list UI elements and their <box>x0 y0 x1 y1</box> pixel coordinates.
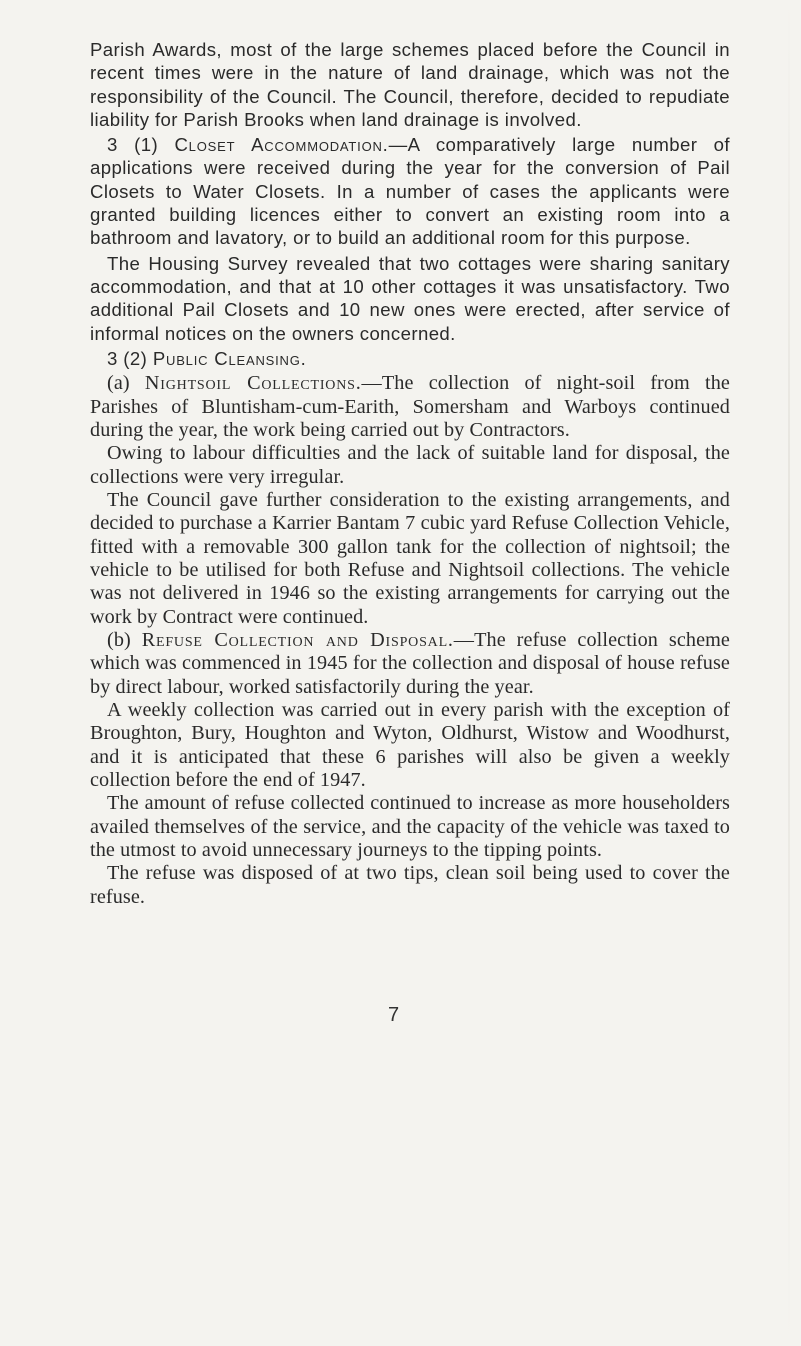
subsection-label: (b) <box>107 628 131 651</box>
section-number: 3 (2) <box>107 347 148 369</box>
subsection-nightsoil-collections <box>90 372 730 442</box>
subsection-title: Nightsoil Collections. <box>144 372 362 395</box>
paragraph-parish-awards: Parish Awards, most of the large schemes placed before the Council in recent times were in the nature of land drainage, which was not the responsibility of the Council. The Council, therefore, decided to repudiate liability for Parish Brooks when land drainage is involved. <box>90 39 730 130</box>
paragraph-refuse-amount: The amount of refuse collected continued to increase as more householders availed themselves of the service, and the capacity of the vehicle was taxed to the utmost to avoid unnecessary journeys to the tipping points. <box>90 792 730 862</box>
paragraph-labour-difficulties: Owing to labour difficulties and the lack of suitable land for disposal, the collections were very irregular. <box>90 442 730 488</box>
section-number: 3 (1) <box>107 134 159 156</box>
section-title: Closet Accommodation. <box>174 134 389 156</box>
paragraph-refuse-disposal: The refuse was disposed of at two tips, clean soil being used to cover the refuse. <box>90 862 730 908</box>
section-body: —A comparatively large number of applications were received during the year for the conversion of Pail Closets to Water Closets. In a number of cases the applicants were granted building licences either to convert an existing room into a bathroom and lavatory, or to build an additional room for this purpose. <box>90 134 730 249</box>
section-title: Public Cleansing. <box>152 347 307 369</box>
document-page <box>90 38 730 909</box>
page-edge-shading <box>788 0 790 1346</box>
page-number: 7 <box>388 1004 400 1026</box>
subsection-body: —The refuse collection scheme which was commenced in 1945 for the collection and disposal of house refuse by direct labour, worked satisfactorily during the year. <box>90 628 730 698</box>
subsection-refuse-collection <box>90 629 730 699</box>
section-heading-public-cleansing <box>90 347 730 370</box>
subsection-title: Refuse Collection and Disposal. <box>141 628 454 651</box>
paragraph-vehicle-purchase: The Council gave further consideration to the existing arrangements, and decided to purchase a Karrier Bantam 7 cubic yard Refuse Collection Vehicle, fitted with a removable 300 gallon tank for the collection of nightsoil; the vehicle to be utilised for both Refuse and Nightsoil collections. The vehicle was not delivered in 1946 so the existing arrangements for carrying out the work by Contract were continued. <box>90 488 730 628</box>
section-closet-accommodation <box>90 133 730 249</box>
subsection-body: —The collection of night-soil from the Parishes of Bluntisham-cum-Earith, Somersham and Warboys continued during the year, the work being carried out by Contractors. <box>90 372 730 441</box>
paragraph-housing-survey: The Housing Survey revealed that two cottages were sharing sanitary accommodation, and that at 10 other cottages it was unsatisfactory. Two additional Pail Closets and 10 new ones were erected, after service of informal notices on the owners concerned. <box>90 252 730 344</box>
subsection-label: (a) <box>107 372 130 395</box>
paragraph-weekly-collection: A weekly collection was carried out in every parish with the exception of Broughton, Bury, Houghton and Wyton, Oldhurst, Wistow and Woodhurst, and it is anticipated that these 6 parishes will also be given a weekly collection before the end of 1947. <box>90 698 730 791</box>
